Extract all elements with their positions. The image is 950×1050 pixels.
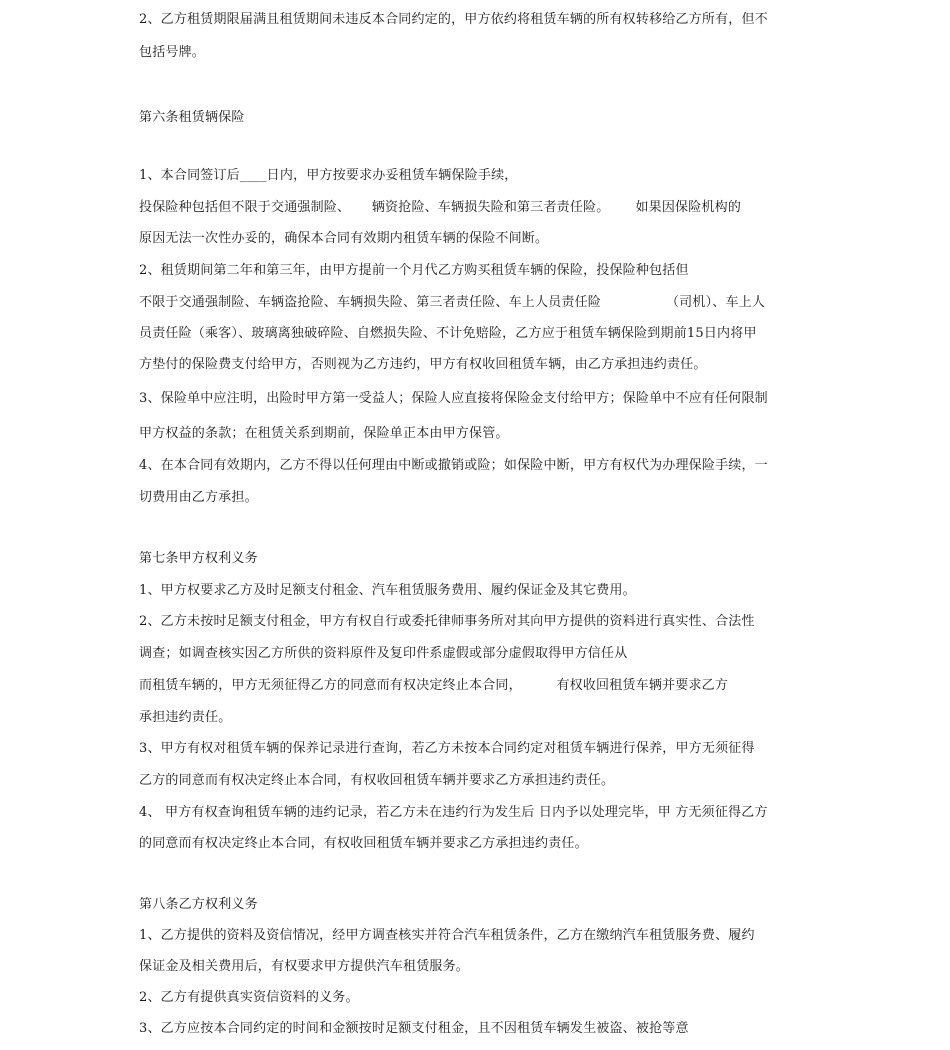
clause-8-item-3-line-1: 3、乙方应按本合同约定的时间和金额按时足额支付租金，且不因租赁车辆发生被盗、被抢等意 — [139, 1021, 689, 1036]
clause-8-heading: 第八条乙方权利义务 — [139, 897, 258, 912]
clause-8-item-1-line-2: 保证金及相关费用后，有权要求甲方提供汽车租赁服务。 — [139, 959, 470, 974]
clause-6-item-2-line-1: 2、租赁期间第二年和第三年，由甲方提前一个月代乙方购买租赁车辆的保险，投保险种包括但 — [139, 263, 689, 278]
clause-6-item-4-line-1: 4、在本合同有效期内，乙方不得以任何理由中断或撤销或险；如保险中断，甲方有权代为办理保险手续，一 — [139, 458, 768, 473]
clause-6-item-1-line-3: 原因无法一次性办妥的，确保本合同有效期内租赁车辆的保险不间断。 — [139, 231, 549, 246]
clause-7-item-4-line-1: 4、 甲方有权查询租赁车辆的违约记录，若乙方未在违约行为发生后 日内予以处理完毕，甲 方无须征得乙方 — [139, 805, 768, 820]
clause-7-heading: 第七条甲方权利义务 — [139, 551, 258, 566]
clause-7-item-2-line-2: 调查；如调查核实因乙方所供的资料原件及复印件系虚假或部分虚假取得甲方信任从 — [139, 646, 628, 661]
clause-6-item-1-line-1: 1、本合同签订后____日内，甲方按要求办妥租赁车辆保险手续， — [139, 168, 518, 183]
clause-6-item-3-line-1: 3、保险单中应注明，出险时甲方第一受益人；保险人应直接将保险金支付给甲方；保险单中不应有任何限制 — [139, 391, 768, 406]
clause-6-item-1-line-2: 投保险种包括但不限于交通强制险、 辆资抢险、车辆损失险和第三者责任险。 如果因保险机构的 — [139, 200, 742, 215]
clause-5-item-2-line-2: 包括号牌。 — [139, 45, 206, 60]
clause-8-item-2-line-1: 2、乙方有提供真实资信资料的义务。 — [139, 990, 359, 1005]
clause-7-item-4-line-2: 的同意而有权决定终止本合同，有权收回租赁车辆并要求乙方承担违约责任。 — [139, 836, 588, 851]
clause-7-item-2-line-3: 而租赁车辆的，甲方无须征得乙方的同意而有权决定终止本合同， 有权收回租赁车辆并要求乙方 — [139, 678, 729, 693]
clause-7-item-3-line-2: 乙方的同意而有权决定终止本合同，有权收回租赁车辆并要求乙方承担违约责任。 — [139, 773, 615, 788]
clause-6-heading: 第六条租赁辆保险 — [139, 110, 245, 125]
clause-7-item-3-line-1: 3、甲方有权对租赁车辆的保养记录进行查询，若乙方未按本合同约定对租赁车辆进行保养，甲方无须征得 — [139, 741, 755, 756]
clause-7-item-1-line-1: 1、甲方权要求乙方及时足额支付租金、汽车租赁服务费用、履约保证金及其它费用。 — [139, 583, 636, 598]
clause-7-item-2-line-4: 承担违约责任。 — [139, 710, 232, 725]
clause-6-item-3-line-2: 甲方权益的条款；在租赁关系到期前，保险单正本由甲方保管。 — [139, 426, 509, 441]
clause-5-item-2-line-1: 2、乙方租赁期限届满且租赁期间未违反本合同约定的，甲方依约将租赁车辆的所有权转移给乙方所有，但不 — [139, 12, 768, 27]
clause-6-item-4-line-2: 切费用由乙方承担。 — [139, 490, 258, 505]
clause-6-item-2-line-2: 不限于交通强制险、车辆盗抢险、车辆损失险、第三者责任险、车上人员责任险 （司机）、车上人 — [139, 295, 766, 310]
clause-7-item-2-line-1: 2、乙方未按时足额支付租金，甲方有权自行或委托律师事务所对其向甲方提供的资料进行真实性、合法性 — [139, 614, 755, 629]
clause-6-item-2-line-3: 员责任险（乘客）、玻璃离独破碎险、自燃损失险、不计免赔险，乙方应于租赁车辆保险到期前15日内将甲 — [139, 326, 757, 341]
clause-6-item-2-line-4: 方垫付的保险费支付给甲方，否则视为乙方违约，甲方有权收回租赁车辆，由乙方承担违约责任。 — [139, 357, 707, 372]
clause-8-item-1-line-1: 1、乙方提供的资料及资信情况，经甲方调查核实并符合汽车租赁条件，乙方在缴纳汽车租赁服务费、履约 — [139, 928, 755, 943]
